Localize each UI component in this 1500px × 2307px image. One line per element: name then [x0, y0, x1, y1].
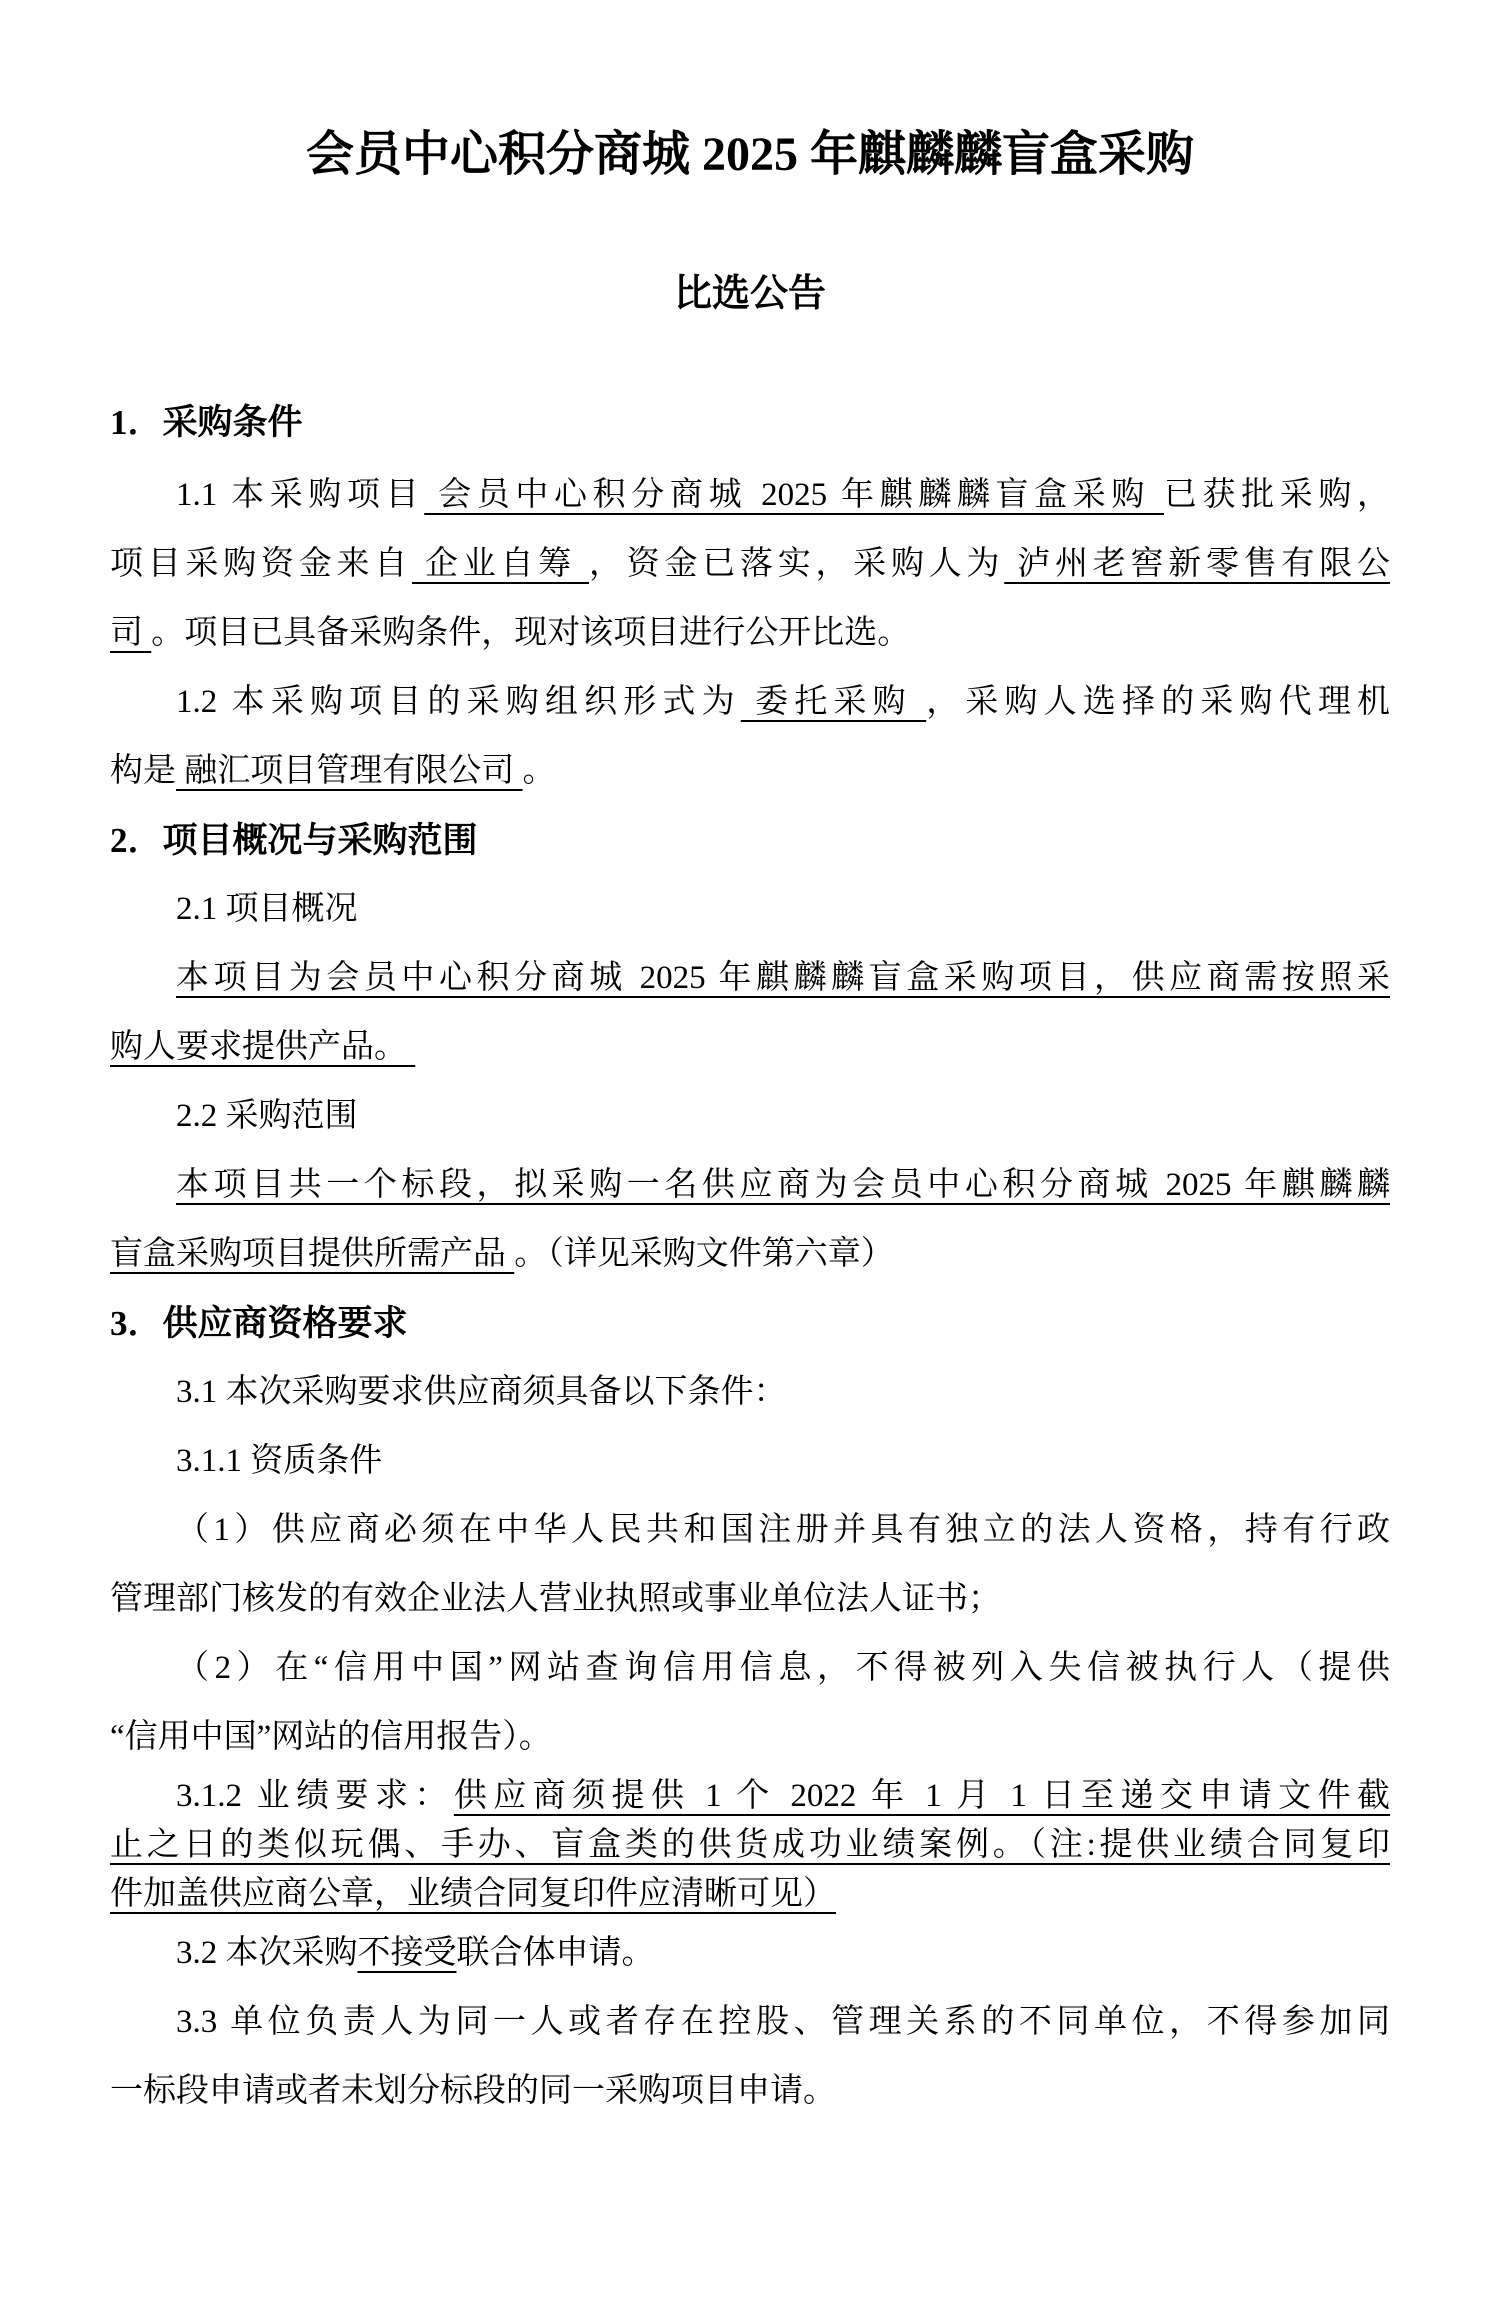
clause-3-3-line-1: 3.3 单位负责人为同一人或者存在控股、管理关系的不同单位，不得参加同 — [176, 2004, 1390, 2040]
qualification-item-1-line-1: （1）供应商必须在中华人民共和国注册并具有独立的法人资格，持有行政 — [176, 1512, 1390, 1548]
paragraph-2-2 — [110, 1151, 1390, 1289]
paragraph-2-2-line-2 — [110, 1220, 1390, 1289]
procurement-scope-underlined-part1: 本项目共一个标段，拟采购一名供应商为会员中心积分商城 2025 年麒麟麟 — [176, 1167, 1390, 1203]
paragraph-1-2-line-1 — [110, 668, 1390, 737]
paragraph-2-2-line-1 — [110, 1151, 1390, 1220]
qualification-item-2-line-2: “信用中国”网站的信用报告）。 — [110, 1719, 552, 1755]
clause-3-2-prefix: 3.2 本次采购 — [176, 1935, 358, 1971]
purchaser-name-field-part2: 司 — [110, 615, 152, 651]
paragraph-2-1-line-1 — [110, 944, 1390, 1013]
clause-3-2-suffix: 联合体申请。 — [456, 1935, 655, 1971]
qualification-item-1-line-2: 管理部门核发的有效企业法人营业执照或事业单位法人证书； — [110, 1581, 1001, 1617]
performance-requirement-underlined-part3: 件加盖供应商公章，业绩合同复印件应清晰可见） — [110, 1876, 836, 1912]
qualification-item-2-line-1: （2）在“信用中国”网站查询信用信息，不得被列入失信被执行人（提供 — [176, 1650, 1390, 1686]
project-overview-underlined-part2: 购人要求提供产品。 — [110, 1029, 416, 1065]
agency-name-field: 融汇项目管理有限公司 — [176, 753, 523, 789]
paragraph-1-1-line-3 — [110, 599, 1390, 668]
clause-1-1-ending: 。项目已具备采购条件，现对该项目进行公开比选。 — [151, 615, 911, 651]
clause-1-2-middle: ，采购人选择的采购代理机 — [926, 684, 1391, 720]
project-overview-underlined-part1: 本项目为会员中心积分商城 2025 年麒麟麟盲盒采购项目，供应商需按照采 — [176, 960, 1390, 996]
clause-3-1: 3.1 本次采购要求供应商须具备以下条件： — [176, 1374, 787, 1410]
performance-requirement-line-2 — [110, 1821, 1390, 1870]
paragraph-1-2 — [110, 668, 1390, 806]
subsection-2-1-heading: 2.1 项目概况 — [176, 891, 358, 927]
paragraph-3-2 — [110, 1919, 1390, 1988]
paragraph-3-1-2 — [110, 1772, 1390, 1919]
performance-requirement-underlined-part2: 止之日的类似玩偶、手办、盲盒类的供货成功业绩案例。（注:提供业绩合同复印 — [110, 1827, 1390, 1863]
performance-requirement-line-1 — [110, 1772, 1390, 1821]
paragraph-3-1-1-item-1 — [110, 1496, 1390, 1634]
clause-1-2-prefix: 1.2 本采购项目的采购组织形式为 — [176, 684, 741, 720]
performance-requirement-line-3 — [110, 1870, 1390, 1919]
purchaser-name-field-part1: 泸州老窖新零售有限公 — [1004, 546, 1390, 582]
organization-form-field: 委托采购 — [740, 684, 927, 720]
clause-3-3-line-2: 一标段申请或者未划分标段的同一采购项目申请。 — [110, 2073, 836, 2109]
performance-requirement-underlined-part1: 供应商须提供 1 个 2022 年 1 月 1 日至递交申请文件截 — [453, 1778, 1391, 1814]
clause-1-1-prefix: 1.1 本采购项目 — [176, 477, 425, 513]
paragraph-3-1-1-item-2 — [110, 1634, 1390, 1772]
subsection-3-1-1-heading: 3.1.1 资质条件 — [176, 1443, 383, 1479]
no-consortium-underlined: 不接受 — [357, 1935, 457, 1971]
subsection-2-2-heading: 2.2 采购范围 — [176, 1098, 358, 1134]
paragraph-1-1 — [110, 461, 1390, 668]
purchaser-text: ，资金已落实，采购人为 — [589, 546, 1005, 582]
document-title: 会员中心积分商城 2025 年麒麟麟盲盒采购 — [305, 128, 1194, 181]
clause-3-1-2-label: 3.1.2 业绩要求： — [176, 1778, 454, 1814]
agency-text: 构是 — [110, 753, 176, 789]
paragraph-2-1-line-2 — [110, 1013, 1390, 1082]
section-3-heading: 3．供应商资格要求 — [110, 1304, 408, 1343]
funding-text: 项目采购资金来自 — [110, 546, 412, 582]
clause-1-2-ending: 。 — [522, 753, 556, 789]
paragraph-1-1-line-2 — [110, 530, 1390, 599]
project-name-field: 会员中心积分商城 2025 年麒麟麟盲盒采购 — [424, 477, 1164, 513]
section-1-heading: 1．采购条件 — [110, 403, 303, 442]
funding-source-field: 企业自筹 — [412, 546, 589, 582]
section-2-heading: 2．项目概况与采购范围 — [110, 821, 478, 860]
clause-3-2 — [110, 1919, 1390, 1988]
paragraph-1-2-line-2 — [110, 737, 1390, 806]
paragraph-1-1-line-1 — [110, 461, 1390, 530]
paragraph-3-3 — [110, 1988, 1390, 2126]
clause-1-1-suffix: 已获批采购， — [1163, 477, 1391, 513]
scope-reference-note: 。（详见采购文件第六章） — [514, 1236, 894, 1272]
procurement-scope-underlined-part2: 盲盒采购项目提供所需产品 — [110, 1236, 515, 1272]
document-subtitle: 比选公告 — [673, 273, 826, 315]
paragraph-2-1 — [110, 944, 1390, 1082]
document-content — [0, 120, 1500, 2126]
